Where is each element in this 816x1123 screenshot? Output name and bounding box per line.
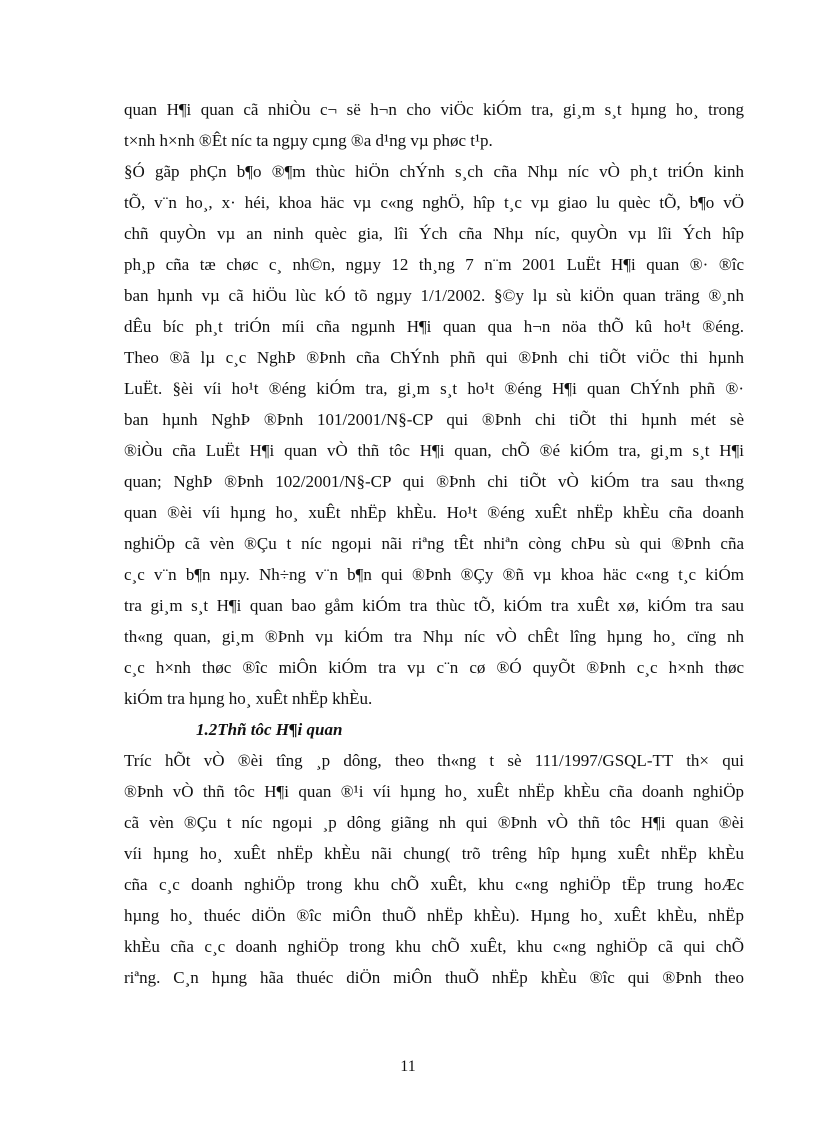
text-line: ban hµnh NghÞ ®Þnh 101/2001/N§-CP qui ®Þnh chi tiÕt thi hµnh mét sè [124,410,744,429]
text-line: Theo ®ã lµ c¸c NghÞ ®Þnh cña ChÝnh phñ qui ®Þnh chi tiÕt viÖc thi hµnh [124,348,744,367]
text-line: ban hµnh vµ cã hiÖu lùc kÓ tõ ngµy 1/1/2002. §©y lµ sù kiÖn quan träng ®¸nh [124,286,744,305]
text-line: quan; NghÞ ®Þnh 102/2001/N§-CP qui ®Þnh chi tiÕt vÒ kiÓm tra sau th«ng [124,472,744,491]
section-heading: 1.2Thñ tôc H¶i quan [196,720,343,739]
text-line: kiÓm tra hµng ho¸ xuÊt nhËp khÈu. [124,689,373,708]
text-line: khÈu cña c¸c doanh nghiÖp trong khu chÕ xuÊt, khu c«ng nghiÖp cã qui chÕ [124,937,744,956]
text-line: LuËt. §èi víi ho¹t ®éng kiÓm tra, gi¸m s¸t ho¹t ®éng H¶i quan ChÝnh phñ ®· [124,379,744,398]
text-line: chñ quyÒn vµ an ninh quèc gia, lîi Ých cña Nhµ níc, quyÒn vµ lîi Ých hîp [124,224,744,243]
text-line: dÊu bíc ph¸t triÓn míi cña ngµnh H¶i quan qua h¬n nöa thÕ kû ho¹t ®éng. [124,317,744,336]
page-number: 11 [400,1058,416,1075]
text-line: th«ng quan, gi¸m ®Þnh vµ kiÓm tra Nhµ níc vÒ chÊt lîng hµng ho¸ cïng nh [124,627,744,646]
text-line: riªng. C¸n hµng hãa thuéc diÖn miÔn thuÕ nhËp khÈu ®îc qui ®Þnh theo [124,968,744,987]
text-line: c¸c v¨n b¶n nµy. Nh÷ng v¨n b¶n qui ®Þnh ®Çy ®ñ vµ khoa häc c«ng t¸c kiÓm [124,565,744,584]
text-line: nghiÖp cã vèn ®Çu t níc ngoµi nãi riªng tÊt nhiªn còng chÞu sù qui ®Þnh cña [124,534,744,553]
text-line: ®iÒu cña LuËt H¶i quan vÒ thñ tôc H¶i quan, chÕ ®é kiÓm tra, gi¸m s¸t H¶i [124,441,744,460]
text-line: Tríc hÕt vÒ ®èi tîng ¸p dông, theo th«ng t sè 111/1997/GSQL-TT th× qui [124,751,744,770]
text-line: ph¸p cña tæ chøc c¸ nh©n, ngµy 12 th¸ng 7 n¨m 2001 LuËt H¶i quan ®· ®îc [124,255,744,274]
text-line: c¸c h×nh thøc ®îc miÔn kiÓm tra vµ c¨n cø ®Ó quyÕt ®Þnh c¸c h×nh thøc [124,658,744,677]
text-line: t×nh h×nh ®Êt níc ta ngµy cµng ®a d¹ng vµ phøc t¹p. [124,131,493,150]
text-line: cña c¸c doanh nghiÖp trong khu chÕ xuÊt, khu c«ng nghiÖp tËp trung hoÆc [124,875,744,894]
text-line: cã vèn ®Çu t níc ngoµi ¸p dông giãng nh qui ®Þnh vÒ thñ tôc H¶i quan ®èi [124,813,744,832]
text-line: §Ó gãp phÇn b¶o ®¶m thùc hiÖn chÝnh s¸ch cña Nhµ níc vÒ ph¸t triÓn kinh [124,162,744,181]
text-line: quan ®èi víi hµng ho¸ xuÊt nhËp khÈu. Ho¹t ®éng xuÊt nhËp khÈu cña doanh [124,503,744,522]
document-body [124,94,744,993]
text-line: tra gi¸m s¸t H¶i quan bao gåm kiÓm tra thùc tÕ, kiÓm tra xuÊt xø, kiÓm tra sau [124,596,744,615]
text-line: hµng ho¸ thuéc diÖn ®îc miÔn thuÕ nhËp khÈu). Hµng ho¸ xuÊt khÈu, nhËp [124,906,744,925]
text-line: víi hµng ho¸ xuÊt nhËp khÈu nãi chung( trõ trêng hîp hµng xuÊt nhËp khÈu [124,844,744,863]
text-line: ®Þnh vÒ thñ tôc H¶i quan ®¹i víi hµng ho¸ xuÊt nhËp khÈu cña doanh nghiÖp [124,782,744,801]
text-line: quan H¶i quan cã nhiÒu c¬ së h¬n cho viÖc kiÓm tra, gi¸m s¸t hµng ho¸ trong [124,100,744,119]
text-line: tÕ, v¨n ho¸, x· héi, khoa häc vµ c«ng nghÖ, hîp t¸c vµ giao lu quèc tÕ, b¶o vÖ [124,193,744,212]
